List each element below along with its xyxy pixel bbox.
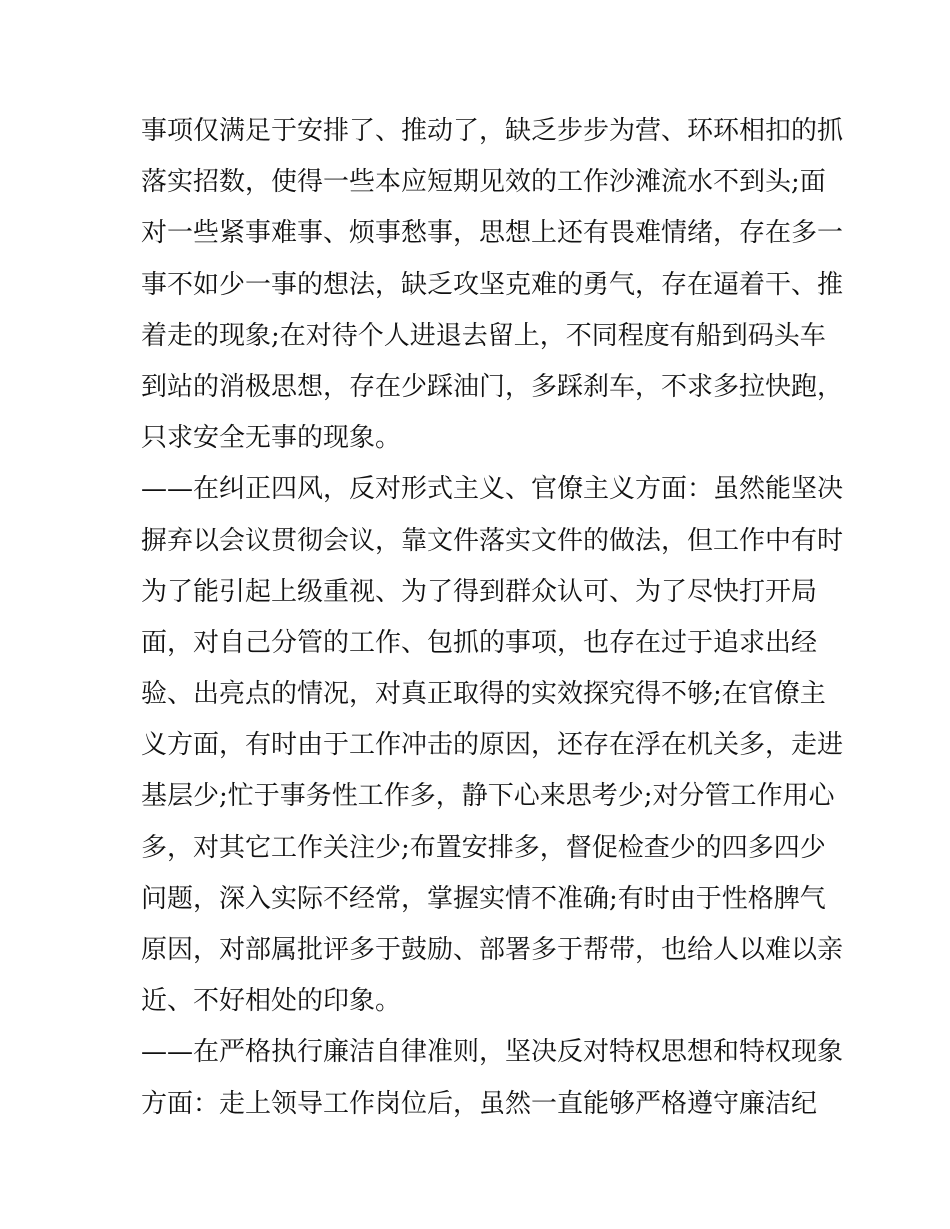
text-line: 为了能引起上级重视、为了得到群众认可、为了尽快打开局	[141, 576, 818, 607]
text-line: 方面：走上领导工作岗位后，虽然一直能够严格遵守廉洁纪	[141, 1088, 818, 1119]
text-line: 面，对自己分管的工作、包抓的事项，也存在过于追求出经	[141, 627, 818, 658]
text-line: 近、不好相处的印象。	[141, 986, 402, 1017]
text-line: 落实招数，使得一些本应短期见效的工作沙滩流水不到头;面	[141, 167, 826, 198]
text-line: 摒弃以会议贯彻会议，靠文件落实文件的做法，但工作中有时	[141, 525, 844, 556]
text-line: 对一些紧事难事、烦事愁事，思想上还有畏难情绪，存在多一	[141, 218, 844, 249]
text-line: 原因，对部属批评多于鼓励、部署多于帮带，也给人以难以亲	[141, 935, 844, 965]
text-line: 义方面，有时由于工作冲击的原因，还存在浮在机关多，走进	[141, 730, 844, 761]
text-line: 着走的现象;在对待个人进退去留上，不同程度有船到码头车	[141, 320, 826, 351]
text-line: 多，对其它工作关注少;布置安排多，督促检查少的四多四少	[141, 832, 826, 863]
text-line: 事项仅满足于安排了、推动了，缺乏步步为营、环环相扣的抓	[141, 116, 844, 146]
text-line: 问题，深入实际不经常，掌握实情不准确;有时由于性格脾气	[141, 883, 826, 914]
text-line: 事不如少一事的想法，缺乏攻坚克难的勇气，存在逼着干、推	[141, 269, 844, 300]
text-line: 只求安全无事的现象。	[141, 423, 402, 454]
text-line: 验、出亮点的情况，对真正取得的实效探究得不够;在官僚主	[141, 679, 826, 710]
body-text	[141, 106, 844, 1130]
text-line: 基层少;忙于事务性工作多，静下心来思考少;对分管工作用心	[141, 781, 835, 812]
text-line: ——在纠正四风，反对形式主义、官僚主义方面：虽然能坚决	[141, 474, 844, 505]
text-line: 到站的消极思想，存在少踩油门，多踩刹车，不求多拉快跑，	[141, 371, 844, 402]
text-line: ——在严格执行廉洁自律准则，坚决反对特权思想和特权现象	[141, 1037, 844, 1068]
